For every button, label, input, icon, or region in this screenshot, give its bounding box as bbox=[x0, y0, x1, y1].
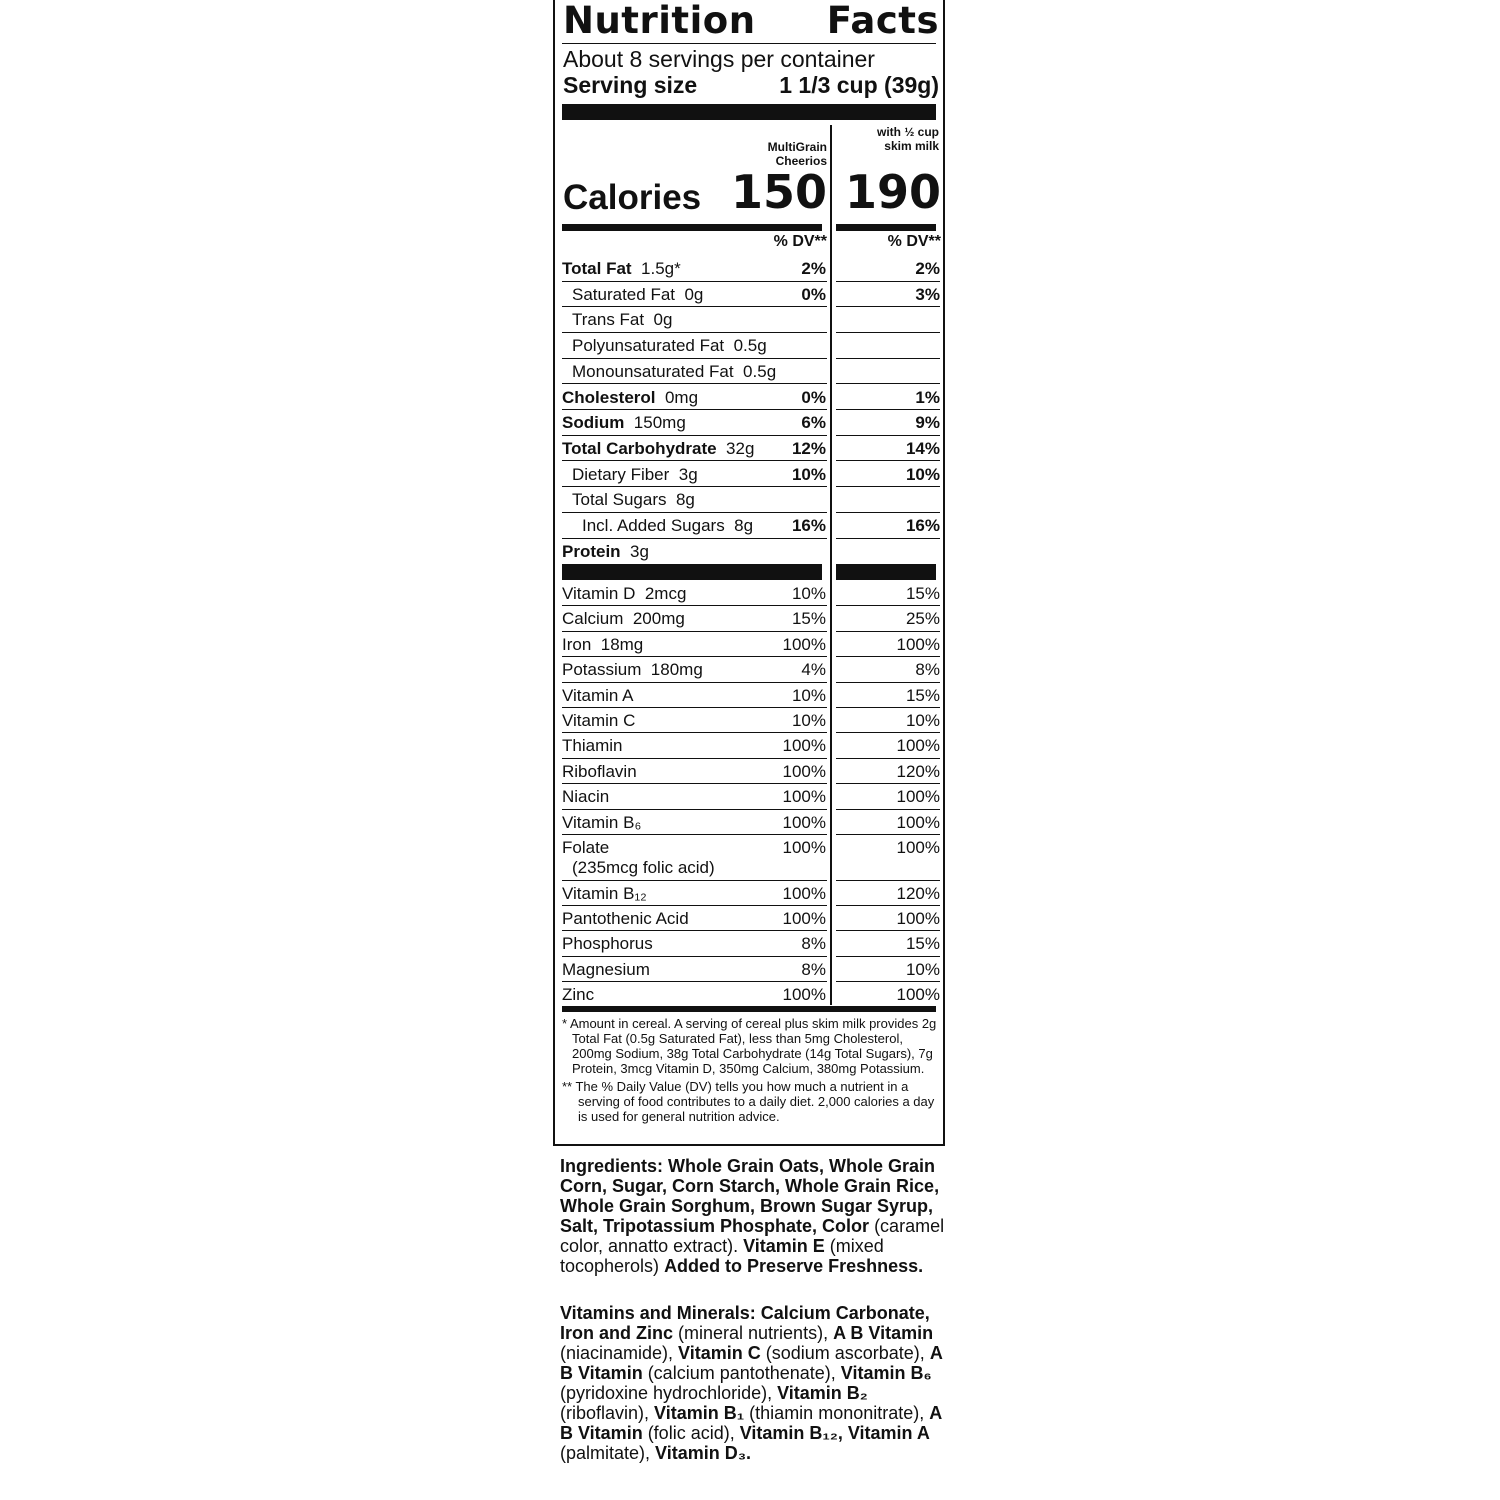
vitamin-name: Iron 18mg bbox=[562, 634, 644, 654]
vitamin-row bbox=[562, 881, 940, 906]
calories-col1: 150 bbox=[730, 165, 827, 219]
plain-segment: (palmitate), bbox=[560, 1443, 656, 1463]
vitamin-name: Vitamin B₁₂ bbox=[562, 883, 647, 903]
footnotes bbox=[562, 1016, 940, 1127]
plain-segment: (calcium pantothenate), bbox=[642, 1363, 841, 1383]
bold-segment: Vitamin C bbox=[678, 1343, 761, 1363]
nutrient-row bbox=[562, 282, 940, 308]
dv-col2: 8% bbox=[915, 660, 940, 680]
nutrient-label: Saturated Fat bbox=[572, 284, 676, 304]
vitamin-row bbox=[562, 982, 940, 1007]
dv-col1: 100% bbox=[782, 812, 826, 832]
dv-col2: 15% bbox=[905, 934, 940, 954]
dv-col1: 8% bbox=[801, 959, 826, 979]
vitamin-name: Vitamin A bbox=[562, 685, 634, 705]
dv-col1: 100% bbox=[782, 985, 826, 1005]
nutrient-label: Total Sugars bbox=[572, 490, 667, 510]
nutrient-name bbox=[562, 259, 681, 279]
nutrient-row bbox=[562, 256, 940, 282]
plain-segment: (caramel color, annatto extract). bbox=[560, 1216, 945, 1256]
nutrient-label: Cholesterol bbox=[562, 387, 656, 407]
dv-col1: 0% bbox=[801, 387, 826, 407]
plain-segment: (thiamin mononitrate), bbox=[744, 1403, 930, 1423]
vitamins-minerals-statement bbox=[560, 1303, 950, 1463]
nutrient-label: Trans Fat bbox=[572, 310, 645, 330]
bold-segment: Vitamin D₃. bbox=[655, 1443, 752, 1463]
dv-col1: 0% bbox=[801, 284, 826, 304]
nutrient-amount: 8g bbox=[666, 490, 695, 510]
thick-rule-top bbox=[562, 104, 936, 120]
bold-segment: Vitamin B₂ bbox=[777, 1383, 868, 1403]
nutrient-row bbox=[562, 539, 940, 565]
dv-col2: 100% bbox=[896, 838, 940, 857]
vitamin-row bbox=[562, 683, 940, 708]
vitamin-row bbox=[562, 606, 940, 631]
vitamin-name: Potassium 180mg bbox=[562, 660, 703, 680]
dv-col1: 100% bbox=[782, 736, 826, 756]
title-left: Nutrition bbox=[563, 0, 756, 42]
vitamin-row bbox=[562, 810, 940, 835]
dv-col1: 100% bbox=[782, 634, 826, 654]
nutrient-amount: 150mg bbox=[624, 413, 686, 433]
dv-col2: 100% bbox=[896, 908, 940, 928]
nutrient-row bbox=[562, 462, 940, 488]
dv-col2: 100% bbox=[896, 985, 940, 1005]
dv-col2: 100% bbox=[896, 736, 940, 756]
calories-col2: 190 bbox=[844, 165, 941, 219]
plain-segment: (sodium ascorbate), bbox=[760, 1343, 930, 1363]
dv-col2: 100% bbox=[896, 812, 940, 832]
plain-segment: (riboflavin), bbox=[560, 1403, 655, 1423]
dv-col2: 100% bbox=[896, 634, 940, 654]
nutrient-label: Total Fat bbox=[562, 259, 632, 278]
dv-col1: 100% bbox=[782, 761, 826, 781]
dv-col2: 25% bbox=[905, 609, 940, 629]
vitamin-row bbox=[562, 931, 940, 956]
nutrient-name bbox=[572, 465, 698, 485]
vitamin-name: Zinc bbox=[562, 985, 595, 1005]
vitamin-name: Vitamin B₆ bbox=[562, 812, 642, 832]
bold-segment: A B Vitamin bbox=[560, 1343, 943, 1383]
dv-col1: 2% bbox=[801, 259, 826, 278]
vitamin-name: Calcium 200mg bbox=[562, 609, 685, 629]
dv-col2: 120% bbox=[896, 761, 940, 781]
nutrient-name bbox=[562, 388, 698, 408]
nutrient-amount: 8g bbox=[724, 516, 754, 535]
dv-col1: 4% bbox=[801, 660, 826, 680]
dv-col2: 14% bbox=[905, 438, 940, 458]
nutrient-row bbox=[562, 385, 940, 411]
nutrient-label: Dietary Fiber bbox=[572, 464, 670, 484]
nutrient-amount: 0mg bbox=[655, 387, 699, 407]
dv-col1: 12% bbox=[791, 438, 826, 458]
vitamin-row bbox=[562, 784, 940, 809]
vitamin-name: Vitamin C bbox=[562, 711, 636, 730]
dv-col1: 16% bbox=[791, 516, 826, 535]
nutrient-row bbox=[562, 359, 940, 385]
nutrient-amount: 32g bbox=[716, 438, 755, 458]
bold-segment: Vitamin B₁ bbox=[654, 1403, 745, 1423]
dv-col2: 16% bbox=[905, 516, 940, 535]
nutrient-name bbox=[572, 362, 776, 382]
vitamin-name: Magnesium bbox=[562, 959, 650, 979]
plain-segment: (mixed tocopherols) bbox=[560, 1236, 884, 1276]
dv-col2: 1% bbox=[915, 387, 940, 407]
dv-col1: 10% bbox=[791, 711, 826, 730]
nutrient-amount: 3g bbox=[669, 464, 698, 484]
vitamin-label: Folate bbox=[562, 838, 610, 857]
vitamin-name: Phosphorus bbox=[562, 934, 653, 954]
nutrient-amount: 0.5g bbox=[724, 336, 767, 356]
nutrient-row bbox=[562, 333, 940, 359]
bold-segment: Vitamin B₆ bbox=[840, 1363, 932, 1383]
calorie-rule-right bbox=[836, 224, 936, 231]
dv-col2: 2% bbox=[915, 259, 940, 278]
dv-col2: 9% bbox=[915, 413, 940, 433]
bold-segment: A B Vitamin bbox=[560, 1403, 942, 1443]
nutrient-name bbox=[572, 310, 672, 330]
vitamin-row bbox=[562, 657, 940, 682]
calories-label: Calories bbox=[563, 178, 702, 217]
serving-size bbox=[563, 72, 939, 99]
vitamin-name: Riboflavin bbox=[562, 761, 637, 781]
bold-segment: Added to Preserve Freshness. bbox=[664, 1256, 924, 1276]
title-rule bbox=[562, 43, 936, 44]
footnote-daily-value: ** The % Daily Value (DV) tells you how much a nutrient in a serving of food contributes to a daily diet. 2,000 calories a day is used for general nutrition advice. bbox=[562, 1079, 935, 1124]
nutrient-name bbox=[562, 413, 686, 433]
bold-segment: A B Vitamin bbox=[833, 1323, 934, 1343]
nutrient-row bbox=[562, 436, 940, 462]
dv-col2: 3% bbox=[915, 284, 940, 304]
dv-col2: 120% bbox=[896, 883, 940, 903]
vitamin-name: Thiamin bbox=[562, 736, 623, 756]
plain-segment: (mineral nutrients), bbox=[673, 1323, 834, 1343]
serving-size-value: 1 1/3 cup (39g) bbox=[779, 72, 939, 98]
thick-rule-bottom bbox=[562, 1006, 936, 1012]
dv-col1: 6% bbox=[801, 413, 826, 433]
thick-rule-mid-right bbox=[836, 564, 936, 580]
nutrient-row bbox=[562, 410, 940, 436]
dv-col2: 15% bbox=[905, 584, 940, 603]
col2-header: with ½ cup skim milk bbox=[876, 125, 939, 153]
calorie-rule-left bbox=[562, 224, 822, 231]
nutrient-label: Monounsaturated Fat bbox=[572, 361, 734, 381]
serving-size-label: Serving size bbox=[563, 72, 698, 98]
vitamin-row bbox=[562, 733, 940, 758]
vitamin-row bbox=[562, 835, 940, 881]
nutrient-row bbox=[562, 307, 940, 333]
nutrient-amount: 0.5g bbox=[733, 361, 777, 381]
vitamin-row bbox=[562, 906, 940, 931]
nutrient-amount: 0g bbox=[644, 310, 673, 330]
vitamin-amount: (235mcg folic acid) bbox=[572, 858, 715, 877]
dv-col2: 15% bbox=[905, 685, 940, 705]
nutrient-name bbox=[572, 490, 695, 510]
dv-col1: 100% bbox=[782, 908, 826, 928]
nutrient-amount: 3g bbox=[620, 541, 649, 561]
footnote-amount: * Amount in cereal. A serving of cereal plus skim milk provides 2g Total Fat (0.5g Saturated Fat), less than 5mg Cholesterol, 200mg Sodium, 38g Total Carbohydrate (14g Total Sugars), 7g Protein, 3mcg Vitamin D, 350mg Calcium, 380mg Potassium. bbox=[562, 1016, 937, 1076]
vitamin-name: Pantothenic Acid bbox=[562, 908, 689, 928]
vitamin-row bbox=[562, 759, 940, 784]
dv-col2: 10% bbox=[905, 464, 940, 484]
bold-segment: Vitamins and Minerals: Calcium Carbonate, Iron and Zinc bbox=[560, 1303, 930, 1343]
nutrient-label: Incl. Added Sugars bbox=[582, 516, 725, 535]
nutrition-facts-panel bbox=[553, 0, 945, 1146]
vitamin-row bbox=[562, 632, 940, 657]
dv-col1: 100% bbox=[782, 883, 826, 903]
dv-header-col1: % DV** bbox=[773, 233, 827, 250]
nutrient-row bbox=[562, 513, 940, 539]
nutrient-amount: 1.5g* bbox=[631, 259, 681, 278]
dv-col2: 10% bbox=[905, 959, 940, 979]
nutrition-facts-title bbox=[563, 0, 939, 42]
dv-col1: 10% bbox=[791, 584, 826, 603]
nutrient-label: Polyunsaturated Fat bbox=[572, 336, 725, 356]
thick-rule-mid-left bbox=[562, 564, 822, 580]
vitamin-row bbox=[562, 708, 940, 733]
nutrient-row bbox=[562, 487, 940, 513]
vitamin-name bbox=[562, 838, 715, 878]
dv-col1: 10% bbox=[791, 685, 826, 705]
dv-col1: 10% bbox=[791, 464, 826, 484]
dv-col1: 100% bbox=[782, 787, 826, 807]
bold-segment: Vitamin E bbox=[743, 1236, 825, 1256]
vitamin-row bbox=[562, 581, 940, 606]
col1-header: MultiGrain Cheerios bbox=[767, 140, 827, 168]
dv-col1: 15% bbox=[791, 609, 826, 629]
nutrient-label: Sodium bbox=[562, 413, 625, 433]
title-right: Facts bbox=[826, 0, 939, 42]
nutrient-name bbox=[572, 336, 767, 356]
nutrient-name bbox=[562, 542, 649, 562]
plain-segment: (folic acid), bbox=[642, 1423, 740, 1443]
dv-col1: 8% bbox=[801, 934, 826, 954]
nutrient-name bbox=[582, 516, 753, 536]
nutrient-name bbox=[572, 285, 703, 305]
vitamin-name: Niacin bbox=[562, 787, 610, 807]
plain-segment: (pyridoxine hydrochloride), bbox=[560, 1383, 778, 1403]
nutrient-label: Protein bbox=[562, 541, 621, 561]
dv-header-col2: % DV** bbox=[887, 233, 941, 250]
dv-col1: 100% bbox=[782, 838, 826, 857]
plain-segment: (niacinamide), bbox=[560, 1343, 679, 1363]
servings-per-container: About 8 servings per container bbox=[563, 46, 875, 72]
vitamin-name: Vitamin D 2mcg bbox=[562, 584, 687, 603]
bold-segment: Ingredients: Whole Grain Oats, Whole Grain Corn, Sugar, Corn Starch, Whole Grain Rice, Whole Grain Sorghum, Brown Sugar Syrup, Salt, Tripotassium Phosphate, Color bbox=[560, 1156, 940, 1236]
bold-segment: Vitamin B₁₂, Vitamin A bbox=[739, 1423, 930, 1443]
dv-col2: 100% bbox=[896, 787, 940, 807]
nutrient-amount: 0g bbox=[675, 284, 704, 304]
ingredients-statement bbox=[560, 1156, 950, 1276]
nutrient-label: Total Carbohydrate bbox=[562, 438, 717, 458]
nutrient-name bbox=[562, 439, 754, 459]
dv-col2: 10% bbox=[905, 711, 940, 730]
vitamin-row bbox=[562, 957, 940, 982]
